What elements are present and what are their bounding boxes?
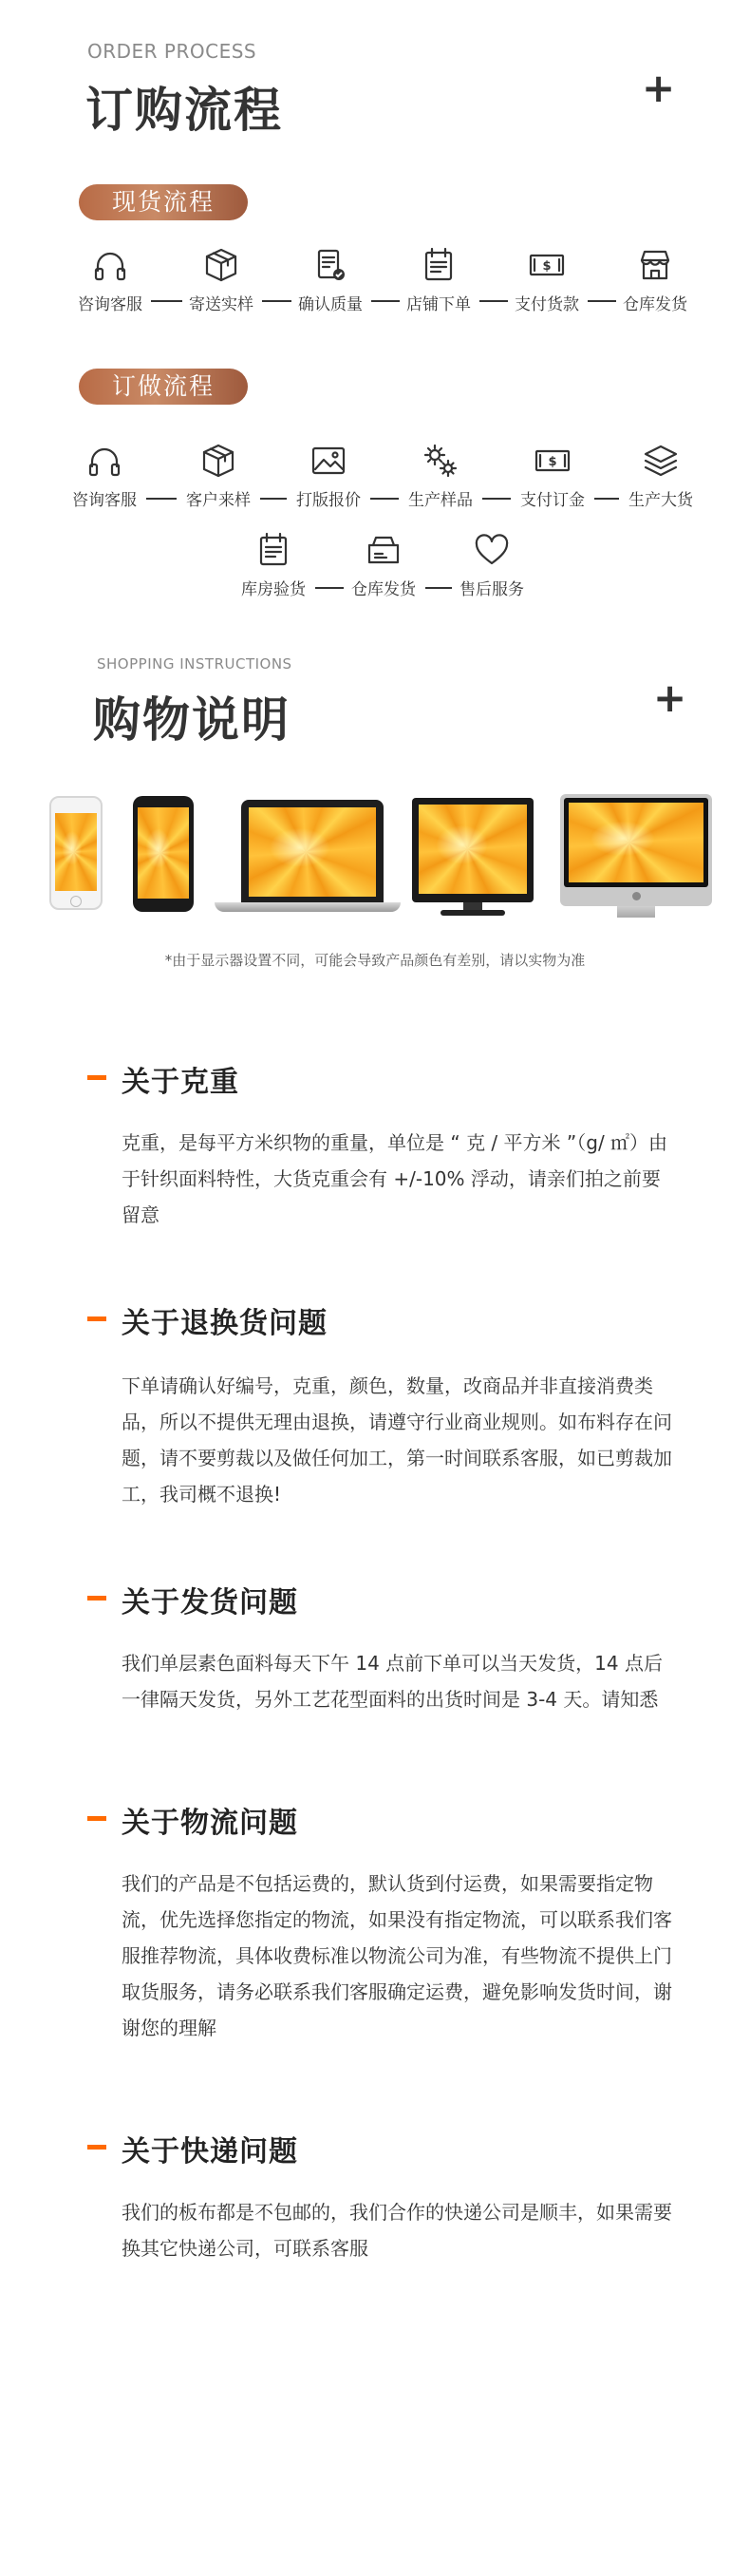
order-expand-button[interactable]: +: [642, 65, 676, 111]
step-label: 确认质量: [298, 295, 363, 314]
shopping-expand-button[interactable]: +: [653, 674, 687, 721]
headset-icon: [84, 441, 124, 481]
step-label: 生产样品: [408, 491, 473, 510]
section-title: 关于快递问题: [122, 2135, 298, 2169]
step-label: 打版报价: [296, 491, 361, 510]
phone-black-device: [133, 796, 194, 912]
clipboard-check-icon: [310, 245, 350, 285]
process-step: [331, 530, 436, 599]
step-label: 售后服务: [459, 580, 524, 599]
imac-screen: [569, 803, 703, 882]
monitor-screen: [419, 805, 527, 894]
svg-text:$: $: [542, 259, 552, 274]
apple-logo-icon: [632, 892, 641, 900]
tray-icon: [364, 530, 403, 570]
imac-device: [560, 794, 712, 906]
step-label: 寄送实样: [189, 295, 253, 314]
box-icon: [198, 441, 238, 481]
process-step: [166, 441, 271, 510]
home-button-icon: [70, 896, 82, 907]
cash-icon: [533, 441, 572, 481]
step-label: 仓库发货: [623, 295, 687, 314]
process-step: [500, 441, 605, 510]
phone-white-screen: [55, 813, 97, 891]
section-marker: [87, 1075, 106, 1080]
box-icon: [201, 245, 241, 285]
section-marker: [87, 2145, 106, 2150]
process-step: [495, 245, 599, 314]
process-step: [276, 441, 381, 510]
order-eyebrow: ORDER PROCESS: [87, 40, 257, 63]
section-body: 克重，是每平方米织物的重量，单位是 “ 克 / 平方米 ”（g/ ㎡）由于针织面料特性，大货克重会有 +/-10% 浮动，请亲们拍之前要留意: [122, 1131, 668, 1226]
step-label: 支付货款: [515, 295, 579, 314]
step-label: 咨询客服: [72, 491, 137, 510]
monitor-foot: [441, 910, 505, 916]
process-step: [388, 441, 493, 510]
section-body: 我们的产品是不包括运费的，默认货到付运费，如果需要指定物流，优先选择您指定的物流，如果没有指定物流，可以联系我们客服推荐物流，具体收费标准以物流公司为准，有些物流不提供上门取货服务，请务必联系我们客服确定运费，避免影响发货时间，谢谢您的理解: [122, 1872, 672, 2039]
heart-icon: [472, 530, 512, 570]
section-title: 关于克重: [122, 1066, 239, 1099]
process-step: [58, 245, 162, 314]
imac-stand: [617, 906, 655, 918]
section-marker: [87, 1596, 106, 1601]
headset-icon: [90, 245, 130, 285]
phone-white-device: [49, 796, 103, 910]
svg-text:$: $: [548, 455, 557, 469]
custom-process-pill: 订做流程: [79, 369, 248, 405]
process-step: [169, 245, 273, 314]
step-label: 生产大货: [628, 491, 693, 510]
step-label: 店铺下单: [406, 295, 471, 314]
step-label: 支付订金: [520, 491, 585, 510]
process-step: [440, 530, 544, 599]
section-title: 关于物流问题: [122, 1807, 298, 1840]
cash-icon: [527, 245, 567, 285]
calendar-icon: [253, 530, 293, 570]
step-label: 客户来样: [186, 491, 251, 510]
layers-icon: [641, 441, 681, 481]
image-icon: [309, 441, 348, 481]
laptop-base: [215, 902, 401, 912]
process-step: [609, 441, 713, 510]
process-step: [278, 245, 383, 314]
section-title: 关于发货问题: [122, 1586, 298, 1619]
devices-note: *由于显示器设置不同，可能会导致产品颜色有差别，请以实物为准: [164, 952, 586, 969]
process-step: [221, 530, 326, 599]
stock-process-pill: 现货流程: [79, 184, 248, 220]
order-title: 订购流程: [85, 83, 283, 138]
section-body: 下单请确认好编号，克重，颜色，数量，改商品并非直接消费类品，所以不提供无理由退换，请遵守行业商业规则。如布料存在问题，请不要剪裁以及做任何加工，第一时间联系客服，如已剪裁加工，我司概不退换!: [122, 1374, 672, 1506]
shop-icon: [635, 245, 675, 285]
step-label: 咨询客服: [78, 295, 142, 314]
calendar-icon: [419, 245, 459, 285]
step-label: 仓库发货: [351, 580, 416, 599]
process-step: [603, 245, 707, 314]
laptop-device: [241, 800, 384, 902]
process-step: [386, 245, 491, 314]
process-step: [52, 441, 157, 510]
monitor-neck: [463, 902, 482, 910]
laptop-screen: [249, 807, 376, 897]
shopping-title: 购物说明: [93, 692, 291, 748]
phone-black-screen: [138, 807, 189, 899]
monitor-device: [412, 798, 534, 902]
section-marker: [87, 1816, 106, 1821]
gears-icon: [421, 441, 460, 481]
section-body: 我们的板布都是不包邮的，我们合作的快递公司是顺丰，如果需要换其它快递公司，可联系客服: [122, 2201, 672, 2260]
section-title: 关于退换货问题: [122, 1307, 328, 1340]
step-label: 库房验货: [241, 580, 306, 599]
section-body: 我们单层素色面料每天下午 14 点前下单可以当天发货，14 点后一律隔天发货，另外工艺花型面料的出货时间是 3-4 天。请知悉: [122, 1652, 663, 1711]
section-marker: [87, 1316, 106, 1321]
shopping-eyebrow: SHOPPING INSTRUCTIONS: [97, 655, 292, 672]
